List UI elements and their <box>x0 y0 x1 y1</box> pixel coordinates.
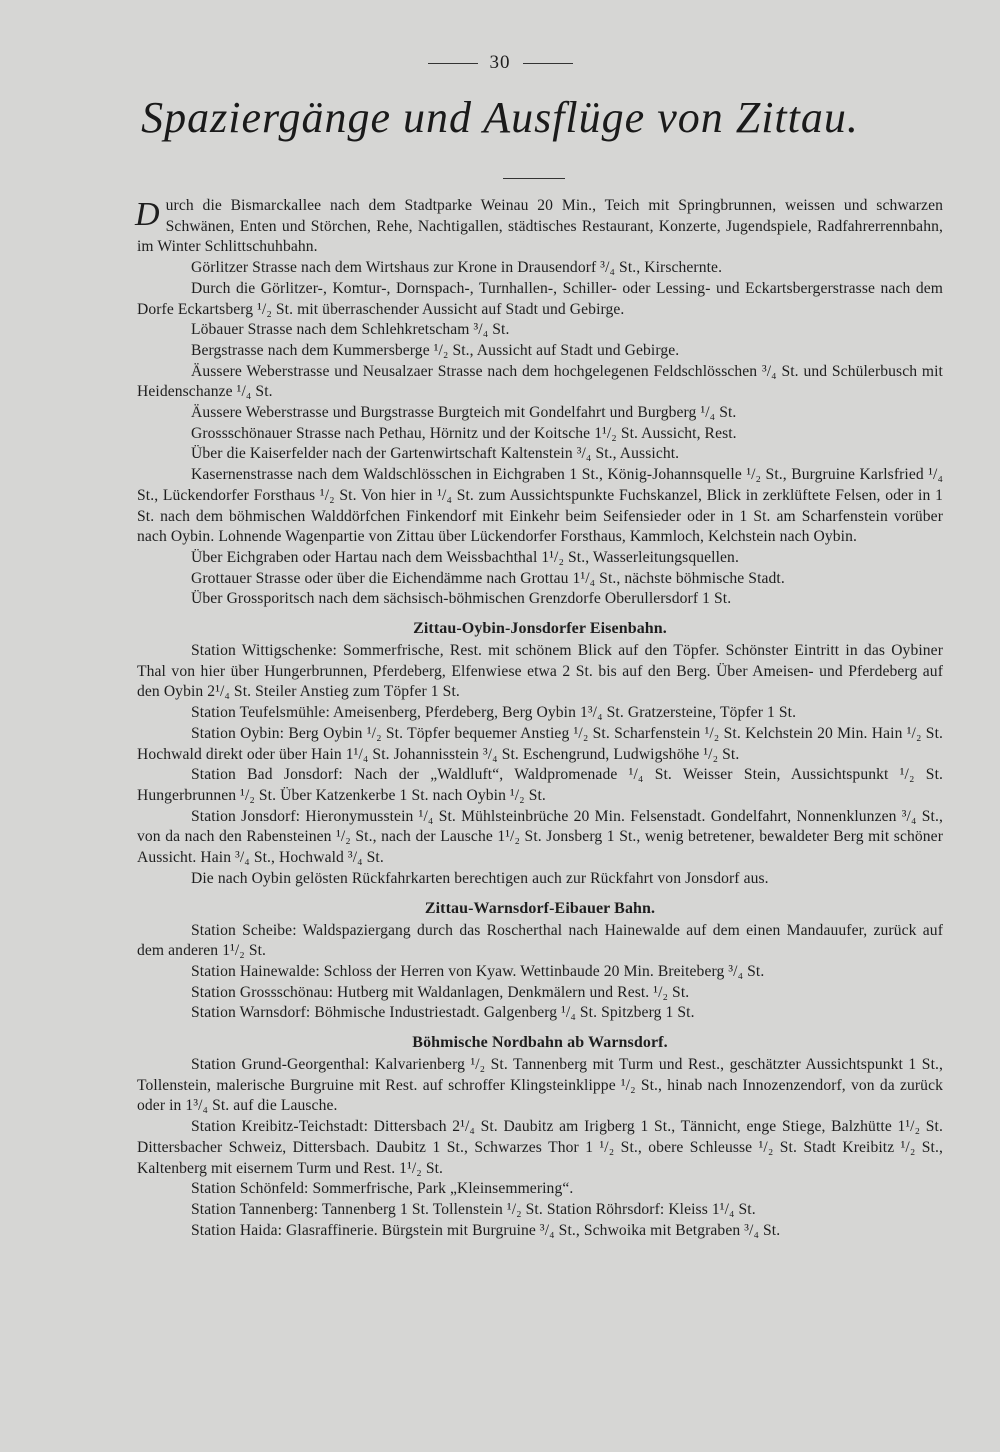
section-heading: Böhmische Nordbahn ab Warnsdorf. <box>412 1034 668 1052</box>
walk-paragraph: Bergstrasse nach dem Kummersberge ¹/₂ St., Aussicht auf Stadt und Gebirge. <box>191 341 680 359</box>
station-paragraph: Station Tannenberg: Tannenberg 1 St. Tollenstein ¹/₂ St. Station Röhrsdorf: Kleiss 1¹/₄ St. <box>191 1200 756 1218</box>
walk-paragraph: Äussere Weberstrasse und Burgstrasse Burgteich mit Gondelfahrt und Burgberg ¹/₄ St. <box>191 404 737 422</box>
station-paragraph: Station Teufelsmühle: Ameisenberg, Pferdeberg, Berg Oybin 1³/₄ St. Gratzersteine, Töpfer 1 St. <box>191 704 797 722</box>
intro-paragraph <box>137 196 943 258</box>
station-paragraph: Station Haida: Glasraffinerie. Bürgstein mit Burgruine ³/₄ St., Schwoika mit Betgraben ³/₄ St. <box>191 1221 781 1239</box>
walk-paragraph: Grossschönauer Strasse nach Pethau, Hörnitz und der Koitsche 1¹/₂ St. Aussicht, Rest. <box>191 424 737 442</box>
station-paragraph: Station Warnsdorf: Böhmische Industriestadt. Galgenberg ¹/₄ St. Spitzberg 1 St. <box>191 1004 695 1022</box>
walk-paragraph: Kasernenstrasse nach dem Waldschlösschen in Eichgraben 1 St., König-Johannsquelle ¹/₂ St., Burgruine Karlsfried ¹/₄ St., Lückendorfer Forsthaus ¹/₂ St. Von hier in ¹/₄ St. zum Aussichtspunkte Fuchskanzel, Blick in zerklüftete Felsen, oder in 1 St. nach dem böhmischen Walddörfchen Finkendorf mit Einkehr beim Seifensieder oder in 1 St. am Scharfenstein vorüber nach Oybin. Lohnende Wagenpartie von Zittau über Lückendorfer Forsthaus, Kammloch, Kelchstein nach Oybin. <box>137 466 943 546</box>
walk-paragraph: Über Grossporitsch nach dem sächsisch-böhmischen Grenzdorfe Oberullersdorf 1 St. <box>191 590 732 608</box>
walk-paragraph: Görlitzer Strasse nach dem Wirtshaus zur Krone in Drausendorf ³/₄ St., Kirschernte. <box>191 259 723 277</box>
station-paragraph: Die nach Oybin gelösten Rückfahrkarten berechtigen auch zur Rückfahrt von Jonsdorf aus. <box>191 869 769 887</box>
station-paragraph: Station Jonsdorf: Hieronymusstein ¹/₄ St. Mühlsteinbrüche 20 Min. Felsenstadt. Gondelfahrt, Nonnenklunzen ³/₄ St., von da nach den Rabensteinen ¹/₂ St., nach der Lausche 1¹/₂ St. Jonsberg 1 St., wenig betretener, bewaldeter Berg mit schöner Aussicht. Hain ³/₄ St., Hochwald ³/₄ St. <box>137 807 943 867</box>
title-divider <box>503 178 565 179</box>
walk-paragraph: Durch die Görlitzer-, Komtur-, Dornspach-, Turnhallen-, Schiller- oder Lessing- und Eckartsbergerstrasse nach dem Dorfe Eckartsberg ¹/₂ St. mit überraschender Aussicht auf Stadt und Gebirge. <box>137 279 943 318</box>
section-heading: Zittau-Oybin-Jonsdorfer Eisenbahn. <box>413 620 667 638</box>
walk-paragraph: Löbauer Strasse nach dem Schlehkretscham ³/₄ St. <box>191 321 510 339</box>
page-header <box>0 48 1000 78</box>
station-paragraph: Station Bad Jonsdorf: Nach der „Waldluft“, Waldpromenade ¹/₄ St. Weisser Stein, Aussichtspunkt ¹/₂ St. Hungerbrunnen ¹/₂ St. Über Katzenkerbe 1 St. nach Oybin ¹/₂ St. <box>137 766 943 804</box>
drop-cap: D <box>135 196 160 233</box>
station-paragraph: Station Grossschönau: Hutberg mit Waldanlagen, Denkmälern und Rest. ¹/₂ St. <box>191 983 690 1001</box>
station-paragraph: Station Kreibitz-Teichstadt: Dittersbach 2¹/₄ St. Daubitz am Irigberg 1 St., Tännicht, enge Stiege, Balzhütte 1¹/₂ St. Dittersbacher Schweiz, Dittersbach. Daubitz 1 St., Schwarzes Thor 1 ¹/₂ St., obere Schleusse ¹/₂ St. Stadt Kreibitz ¹/₂ St., Kaltenberg mit eisernem Turm und Rest. 1¹/₂ St. <box>137 1118 943 1177</box>
walk-paragraph: Äussere Weberstrasse und Neusalzaer Strasse nach dem hochgelegenen Feldschlösschen ³/₄ St. und Schülerbusch mit Heidenschanze ¹/₄ St. <box>137 362 943 401</box>
header-rule-left <box>428 63 478 64</box>
header-rule-right <box>523 63 573 64</box>
station-paragraph: Station Schönfeld: Sommerfrische, Park „Kleinsemmering“. <box>191 1180 574 1198</box>
station-paragraph: Station Grund-Georgenthal: Kalvarienberg ¹/₂ St. Tannenberg mit Turm und Rest., geschätzter Aussichtspunkt 1 St., Tollenstein, malerische Burgruine mit Rest. auf schroffer Klingsteinklippe ¹/₂ St., hinab nach Innozenzendorf, von da zurück oder in 1³/₄ St. auf die Lausche. <box>137 1056 943 1115</box>
walk-paragraph: Über Eichgraben oder Hartau nach dem Weissbachthal 1¹/₂ St., Wasserleitungsquellen. <box>191 548 739 566</box>
station-paragraph: Station Wittigschenke: Sommerfrische, Rest. mit schönem Blick auf den Töpfer. Schönster Eintritt in das Oybiner Thal von hier über Hungerbrunnen, Pferdeberg, Elfenwiese etwa 2 St. bis auf den Berg. Über Ameisen- und Pferdeberg auf den Oybin 2¹/₄ St. Steiler Anstieg zum Töpfer 1 St. <box>137 642 943 701</box>
station-paragraph: Station Scheibe: Waldspaziergang durch das Roscherthal nach Hainewalde auf dem einen Mandauufer, zurück auf dem anderen 1¹/₂ St. <box>137 921 943 960</box>
page-title: Spaziergänge und Ausflüge von Zittau. <box>141 93 859 142</box>
intro-text: urch die Bismarckallee nach dem Stadtparke Weinau 20 Min., Teich mit Springbrunnen, weissen und schwarzen Schwänen, Enten und Störchen, Rehe, Nachtigallen, städtisches Restaurant, Konzerte, Jugendspiele, Radfahrerrennbahn, im Winter Schlittschuhbahn. <box>137 197 943 256</box>
station-paragraph: Station Oybin: Berg Oybin ¹/₂ St. Töpfer bequemer Anstieg ¹/₂ St. Scharfenstein ¹/₂ St. Kelchstein 20 Min. Hain ¹/₂ St. Hochwald direkt oder über Hain 1¹/₄ St. Johannisstein ³/₄ St. Eschengrund, Ludwigshöhe ¹/₂ St. <box>137 724 943 763</box>
walk-paragraph: Über die Kaiserfelder nach der Gartenwirtschaft Kaltenstein ³/₄ St., Aussicht. <box>191 445 680 463</box>
walk-paragraph: Grottauer Strasse oder über die Eichendämme nach Grottau 1¹/₄ St., nächste böhmische Stadt. <box>191 569 785 587</box>
page-number: 30 <box>489 52 511 73</box>
section-heading: Zittau-Warnsdorf-Eibauer Bahn. <box>424 899 656 917</box>
station-paragraph: Station Hainewalde: Schloss der Herren von Kyaw. Wettinbaude 20 Min. Breiteberg ³/₄ St. <box>191 962 765 980</box>
page-body <box>137 196 943 1241</box>
